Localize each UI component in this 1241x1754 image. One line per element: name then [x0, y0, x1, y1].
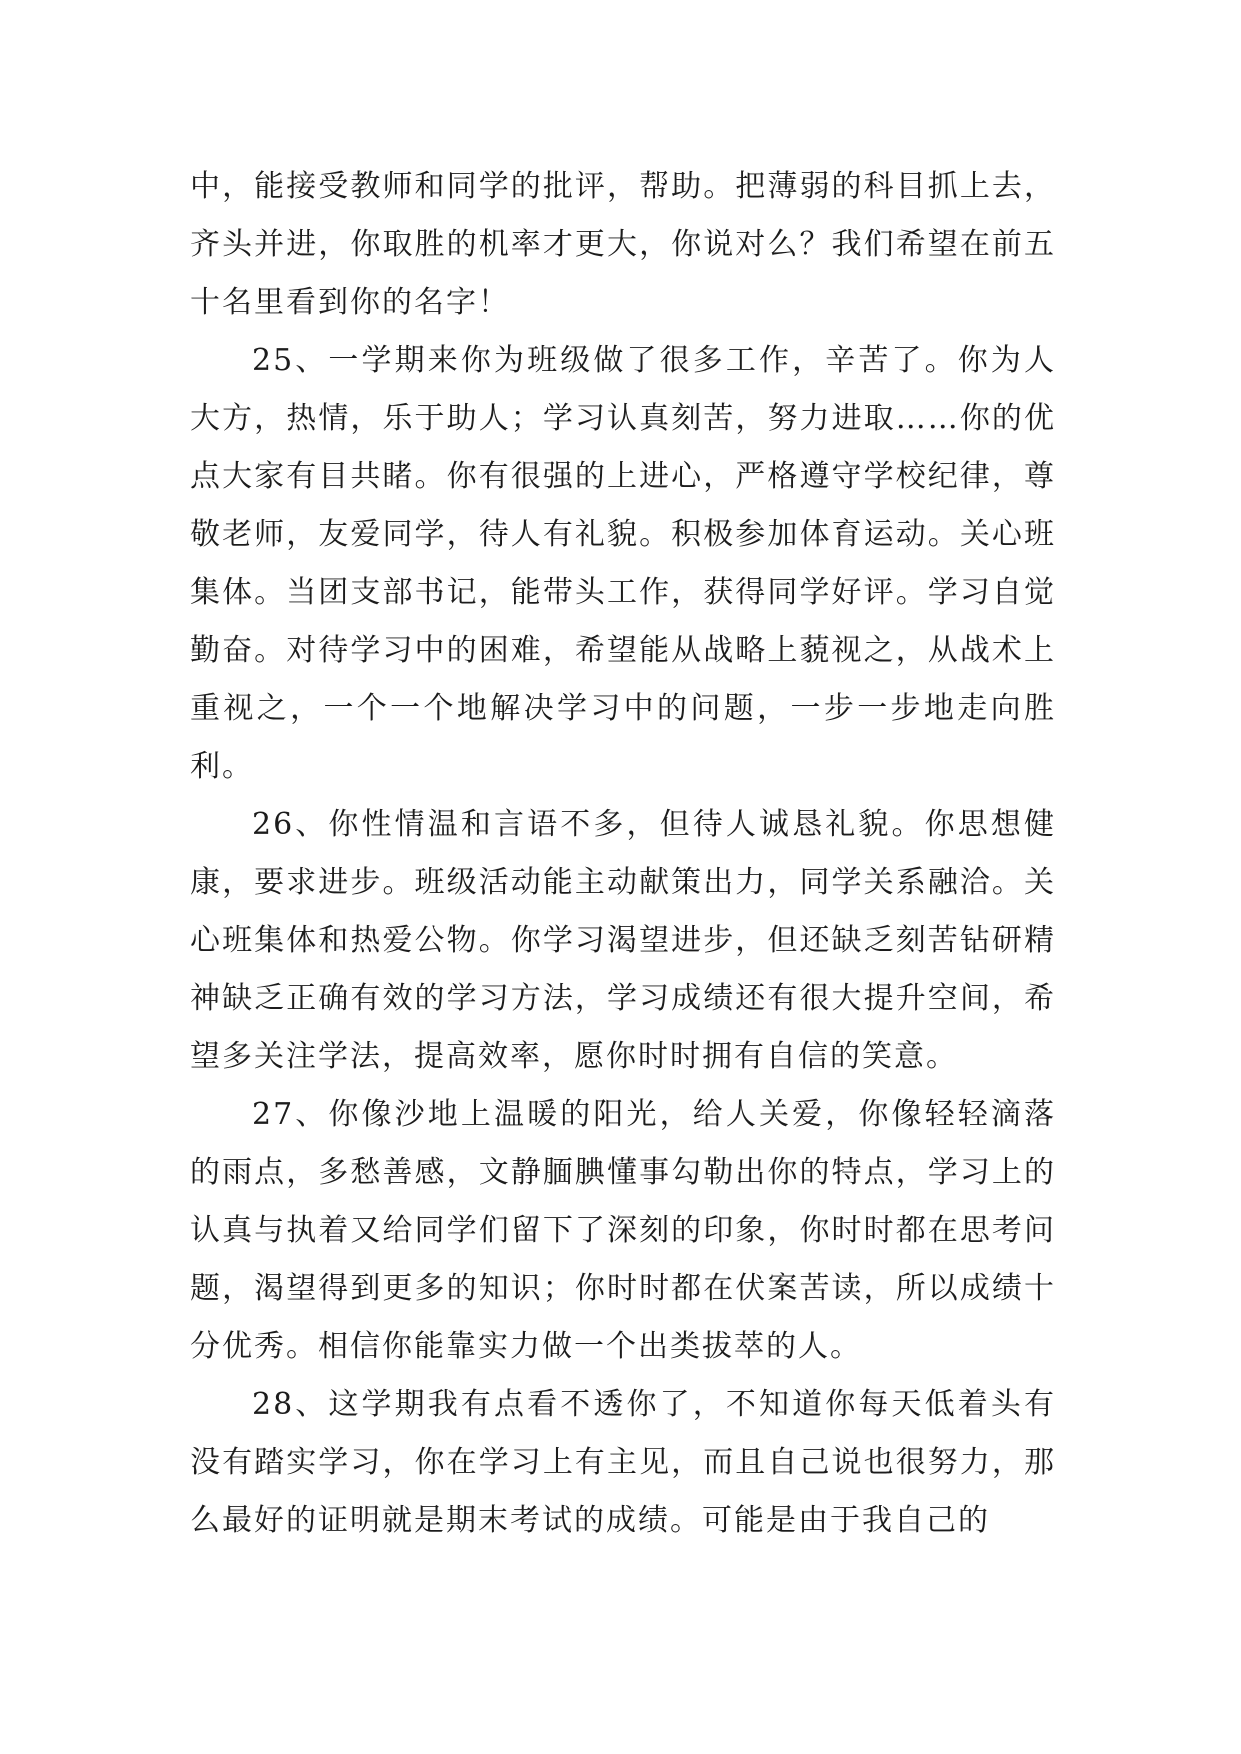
comment-28-paragraph: 28、这学期我有点看不透你了，不知道你每天低着头有没有踏实学习，你在学习上有主见，而且自己说也很努力，那么最好的证明就是期末考试的成绩。可能是由于我自己的 [190, 1387, 1056, 1538]
comment-26-paragraph: 26、你性情温和言语不多，但待人诚恳礼貌。你思想健康，要求进步。班级活动能主动献策出力，同学关系融洽。关心班集体和热爱公物。你学习渴望进步，但还缺乏刻苦钻研精神缺乏正确有效的学习方法，学习成绩还有很大提升空间，希望多关注学法，提高效率，愿你时时拥有自信的笑意。 [190, 807, 1056, 1074]
comment-27-paragraph: 27、你像沙地上温暖的阳光，给人关爱，你像轻轻滴落的雨点，多愁善感，文静腼腆懂事勾勒出你的特点，学习上的认真与执着又给同学们留下了深刻的印象，你时时都在思考问题，渴望得到更多的知识；你时时都在伏案苦读，所以成绩十分优秀。相信你能靠实力做一个出类拔萃的人。 [190, 1097, 1056, 1364]
text-column [190, 158, 1056, 1550]
continuation-paragraph: 中，能接受教师和同学的批评，帮助。把薄弱的科目抓上去，齐头并进，你取胜的机率才更大，你说对么？我们希望在前五十名里看到你的名字！ [190, 169, 1056, 320]
comment-25-paragraph: 25、一学期来你为班级做了很多工作，辛苦了。你为人大方，热情，乐于助人；学习认真刻苦，努力进取……你的优点大家有目共睹。你有很强的上进心，严格遵守学校纪律，尊敬老师，友爱同学，待人有礼貌。积极参加体育运动。关心班集体。当团支部书记，能带头工作，获得同学好评。学习自觉勤奋。对待学习中的困难，希望能从战略上藐视之，从战术上重视之，一个一个地解决学习中的问题，一步一步地走向胜利。 [190, 343, 1056, 784]
